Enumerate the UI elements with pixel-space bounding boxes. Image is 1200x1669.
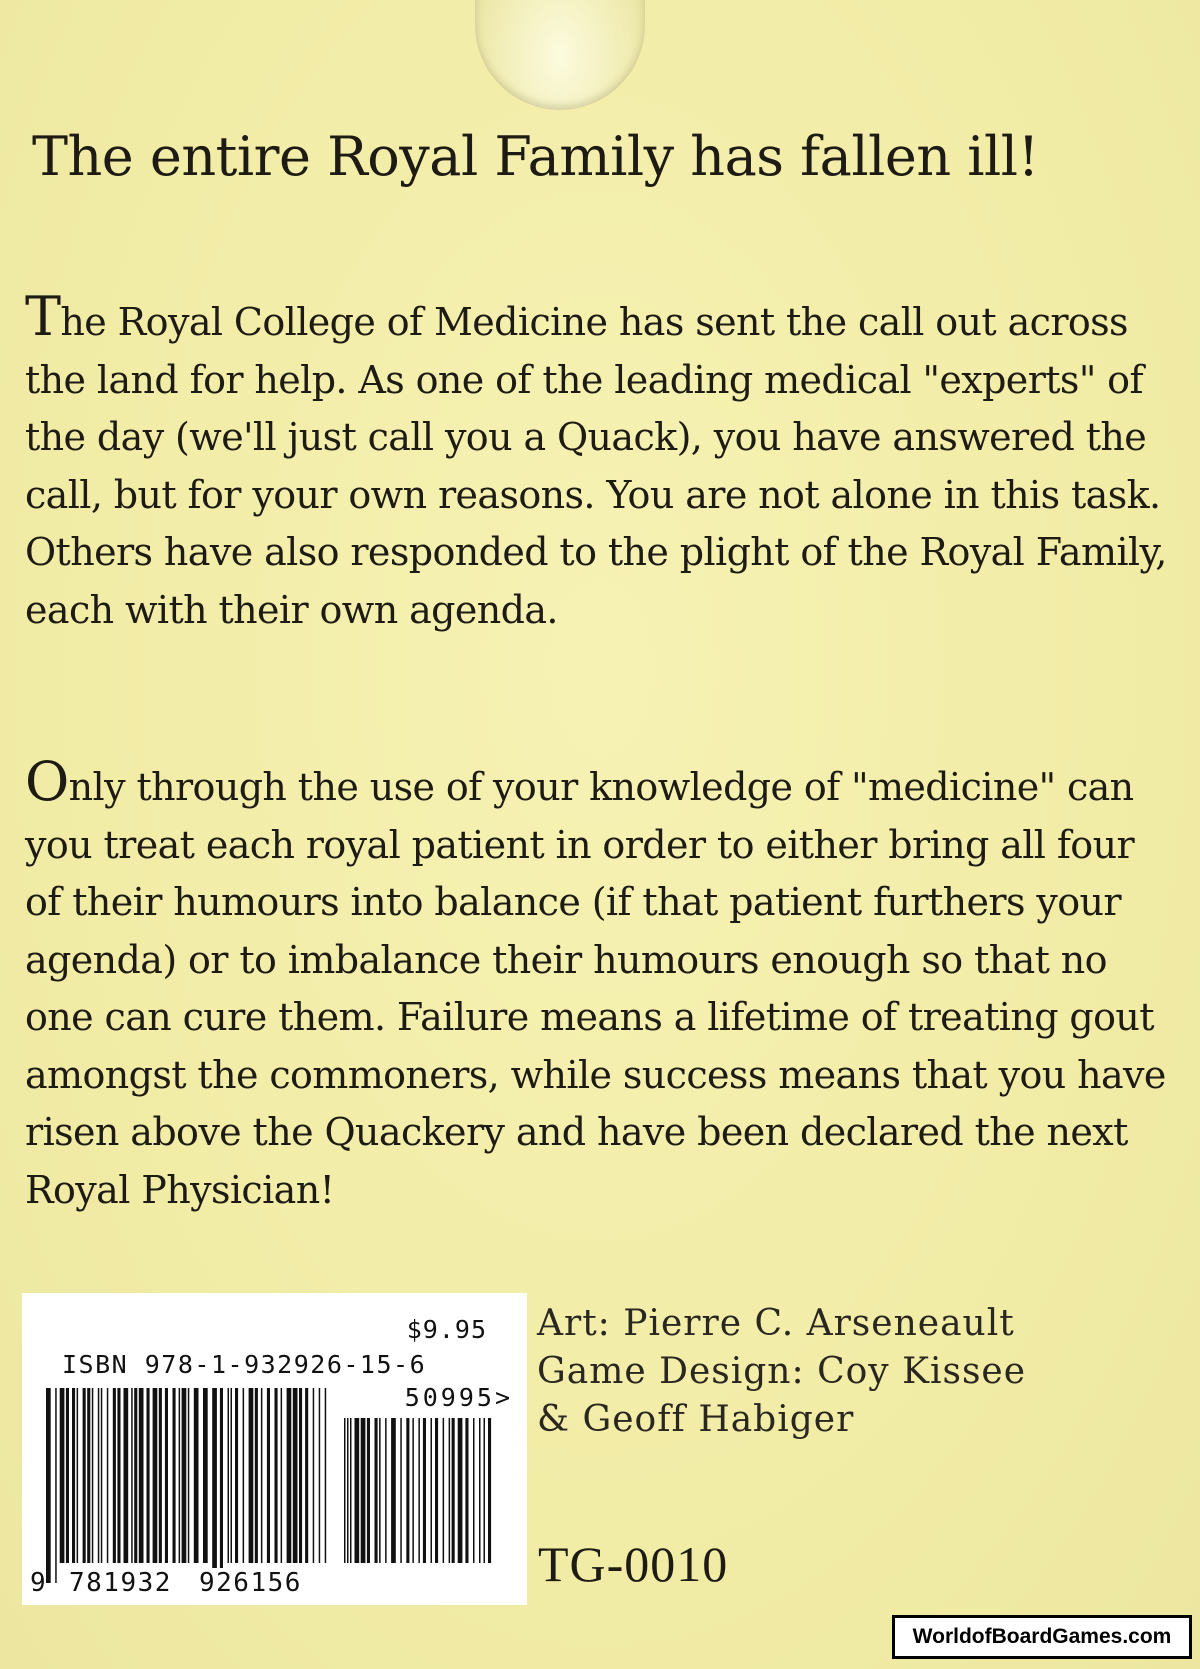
watermark [892,1615,1192,1659]
ean-left-digits: 781932 [69,1568,172,1598]
ean-right-digits: 926156 [199,1568,302,1598]
product-code: TG-0010 [538,1536,729,1592]
story-paragraph-2 [25,750,1180,1219]
headline-dropcap: T [32,125,68,188]
paragraph-2-text: nly through the use of your knowledge of "medicine" can you treat each royal patient in order to either bring all four of their humours into balance (if that patient furthers your agenda) or to imbalance their humours enough so that no one can cure them. Failure means a lifetime of treating gout amongst the commoners, while success means that you have risen above the Quackery and have been declared the next Royal Physician! [25,765,1166,1212]
barcode-label [22,1293,527,1605]
ean-first-digit: 9 [30,1568,46,1598]
credit-game-design: Game Design: Coy Kissee [537,1351,1027,1392]
paragraph-1-dropcap: T [25,285,61,348]
barcode-addon-number: 50995> [404,1383,513,1412]
watermark-text: WorldofBoardGames.com [912,1625,1172,1648]
credit-co-designer: & Geoff Habiger [537,1399,855,1440]
price-label: $9.95 [406,1315,487,1344]
ean-barcode-bars [46,1388,328,1583]
hang-hole [475,0,645,110]
story-paragraph-1 [25,285,1180,639]
headline-text: he entire Royal Family has fallen ill! [67,125,1039,188]
isbn-label: ISBN 978-1-932926-15-6 [62,1350,427,1379]
credit-art: Art: Pierre C. Arseneault [537,1303,1015,1344]
paragraph-2-dropcap: O [25,750,69,813]
headline [32,125,1172,190]
addon-barcode-bars [344,1418,496,1583]
paragraph-1-text: he Royal College of Medicine has sent the call out across the land for help. As one of the leading medical "experts" of the day (we'll just call you a Quack), you have answered the call, but for your own reasons. You are not alone in this task. Others have also responded to the plight of the Royal Family, each with their own agenda. [25,300,1167,632]
credits [537,1300,1026,1444]
